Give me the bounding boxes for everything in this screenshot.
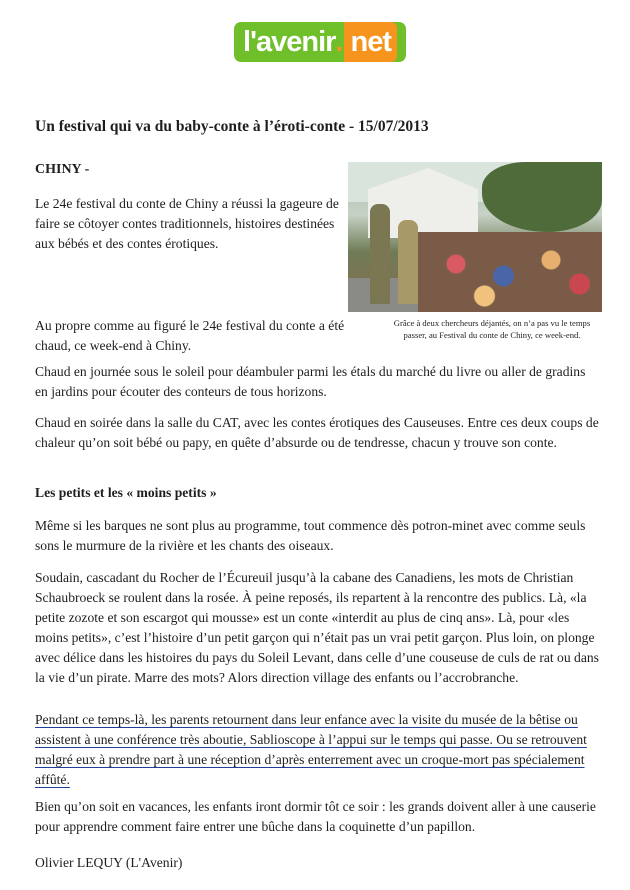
lavenir-logo — [234, 22, 406, 62]
article-title: Un festival qui va du baby-conte à l’éroti-conte - 15/07/2013 — [35, 118, 429, 135]
article-place: CHINY - — [35, 162, 90, 177]
paragraph-4: Chaud en soirée dans la salle du CAT, avec les contes érotiques des Causeuses. Entre ces deux coups de chaleur qu’on soit bébé ou papy, en quête d’absurde ou de tendresse, chacun y trouve son conte. — [35, 415, 599, 450]
paragraph-6: Soudain, cascadant du Rocher de l’Écureuil jusqu’à la cabane des Canadiens, les mots de Christian Schaubroeck se roulent dans la rosée. À peine reposés, ils repartent à la rencontre des publics. Là, «la petite zozote et son escargot qui mousse» est un conte «interdit au plus de cinq ans». Là, pour «les moins petits», c’est l’histoire d’un petit garçon qui n’était pas un vrai petit garçon. Plus loin, on plonge avec délice dans les histoires du pays du Soleil Levant, dans celle d’une couseuse de culs de rat ou dans la vie d’un pirate. Marre des mots? Alors direction village des enfants ou l’accrobranche. — [35, 570, 599, 685]
paragraph-1: Le 24e festival du conte de Chiny a réussi la gageure de faire se côtoyer contes traditionnels, histoires destinées aux bébés et des contes érotiques. — [35, 196, 339, 251]
article-author: Olivier LEQUY (L'Avenir) — [35, 855, 183, 870]
photo-crowd — [418, 232, 602, 312]
article-photo — [348, 162, 602, 312]
photo-storyteller-2 — [398, 220, 418, 304]
photo-storyteller-1 — [370, 204, 390, 304]
paragraph-2: Au propre comme au figuré le 24e festival du conte a été chaud, ce week-end à Chiny. — [35, 318, 345, 353]
paragraph-7: Pendant ce temps-là, les parents retournent dans leur enfance avec la visite du musée de la bêtise ou assistent à une conférence très aboutie, Sablioscope à l’appui sur le temps qui passe. Ou se retrouvent malgré eux à prendre part à une réception d’après enterrement avec un croque-mort pas spécialement affûté. — [35, 712, 587, 787]
paragraph-5: Même si les barques ne sont plus au programme, tout commence dès potron-minet avec comme seuls sons le murmure de la rivière et les chants des oiseaux. — [35, 518, 586, 553]
photo-caption: Grâce à deux chercheurs déjantés, on n’a pas vu le temps passer, au Festival du conte de Chiny, ce week-end. — [393, 318, 591, 340]
paragraph-8: Bien qu’on soit en vacances, les enfants iront dormir tôt ce soir : les grands doivent aller à une causerie pour apprendre comment faire entrer une bûche dans la coquinette d’un papillon. — [35, 799, 596, 834]
logo-text-tld: net — [344, 22, 397, 62]
paragraph-3: Chaud en journée sous le soleil pour déambuler parmi les étals du marché du livre ou aller de gradins en jardins pour écouter des conteurs de tous horizons. — [35, 364, 586, 399]
section-subtitle: Les petits et les « moins petits » — [35, 485, 217, 500]
logo-text-dot: . — [335, 25, 343, 58]
photo-tree — [482, 162, 602, 232]
logo-text-main: l'avenir — [243, 25, 336, 58]
